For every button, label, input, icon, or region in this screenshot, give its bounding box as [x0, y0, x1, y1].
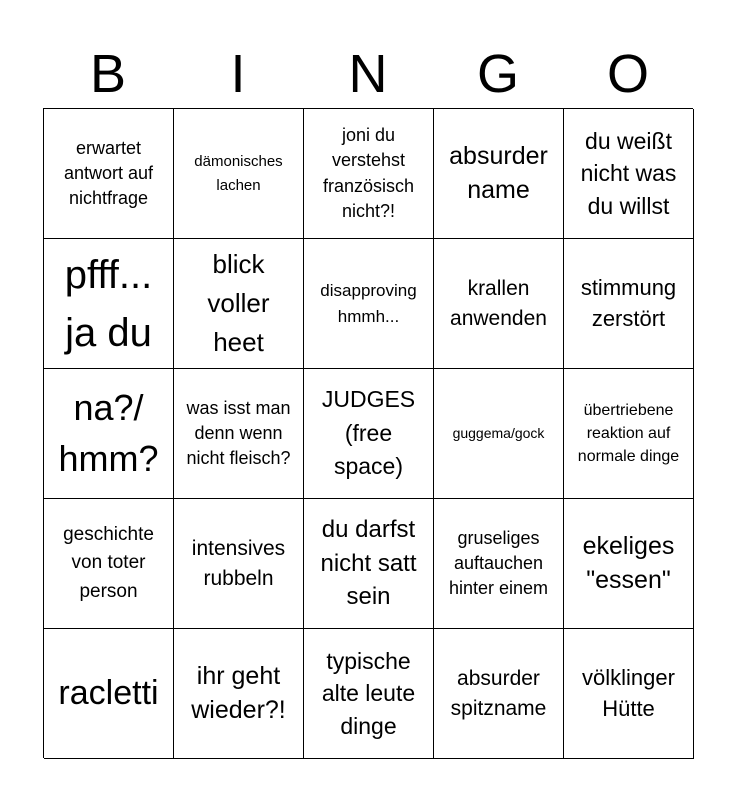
bingo-cell[interactable]: [434, 239, 564, 369]
bingo-cell[interactable]: [304, 369, 434, 499]
cell-text: typische alte leute dinge: [321, 648, 416, 739]
cell-text: völklinger Hütte: [582, 664, 675, 721]
cell-text: na?/ hmm?: [58, 387, 159, 479]
bingo-cell[interactable]: [304, 629, 434, 759]
bingo-cell[interactable]: [564, 239, 694, 369]
bingo-cell[interactable]: [304, 239, 434, 369]
bingo-cell[interactable]: [174, 369, 304, 499]
cell-text: ihr geht wieder?!: [191, 661, 286, 724]
cell-text: pfff... ja du: [64, 252, 153, 355]
bingo-cell[interactable]: [434, 629, 564, 759]
bingo-cell[interactable]: [304, 109, 434, 239]
bingo-cell[interactable]: [44, 239, 174, 369]
bingo-cell[interactable]: [564, 369, 694, 499]
cell-text: absurder name: [449, 141, 548, 204]
cell-text: JUDGES (free space): [321, 386, 416, 480]
bingo-board: [43, 108, 693, 758]
cell-text: joni du verstehst französisch nicht?!: [322, 125, 415, 221]
cell-text: geschichte von toter person: [63, 523, 154, 602]
cell-text: krallen anwenden: [450, 277, 547, 330]
cell-text: dämonisches lachen: [194, 153, 283, 194]
bingo-cell[interactable]: [304, 499, 434, 629]
bingo-cell[interactable]: [44, 369, 174, 499]
bingo-cell[interactable]: [44, 629, 174, 759]
bingo-cell[interactable]: [174, 629, 304, 759]
header-letter-b: B: [89, 44, 127, 104]
header-letter-o: O: [606, 44, 649, 104]
cell-text: gruseliges auftauchen hinter einem: [448, 527, 549, 599]
cell-text: du darfst nicht satt sein: [320, 516, 417, 611]
bingo-cell[interactable]: [564, 499, 694, 629]
bingo-cell[interactable]: [434, 109, 564, 239]
bingo-cell[interactable]: [174, 499, 304, 629]
cell-text: übertriebene reaktion auf normale dinge: [577, 401, 680, 466]
bingo-cell[interactable]: [434, 499, 564, 629]
bingo-cell[interactable]: [434, 369, 564, 499]
cell-text: du weißt nicht was du willst: [580, 128, 677, 219]
bingo-cell[interactable]: [174, 109, 304, 239]
cell-text: ekeliges "essen": [582, 531, 675, 594]
bingo-cell[interactable]: [564, 109, 694, 239]
bingo-cell[interactable]: [174, 239, 304, 369]
cell-text: was isst man denn wenn nicht fleisch?: [186, 397, 291, 469]
cell-text: disapproving hmmh...: [320, 281, 417, 326]
cell-text: racletti: [58, 673, 159, 712]
bingo-cell[interactable]: [44, 109, 174, 239]
bingo-header: [43, 40, 693, 108]
cell-text: absurder spitzname: [450, 667, 547, 720]
cell-text: erwartet antwort auf nichtfrage: [63, 137, 154, 209]
bingo-cell[interactable]: [44, 499, 174, 629]
header-letter-n: N: [348, 44, 388, 104]
cell-text: intensives rubbeln: [191, 537, 286, 590]
cell-text: blick voller heet: [207, 249, 270, 357]
cell-text: stimmung zerstört: [580, 274, 677, 331]
header-letter-g: G: [476, 44, 519, 104]
bingo-cell[interactable]: [564, 629, 694, 759]
cell-text: guggema/gock: [452, 425, 545, 441]
header-letter-i: I: [230, 44, 246, 104]
